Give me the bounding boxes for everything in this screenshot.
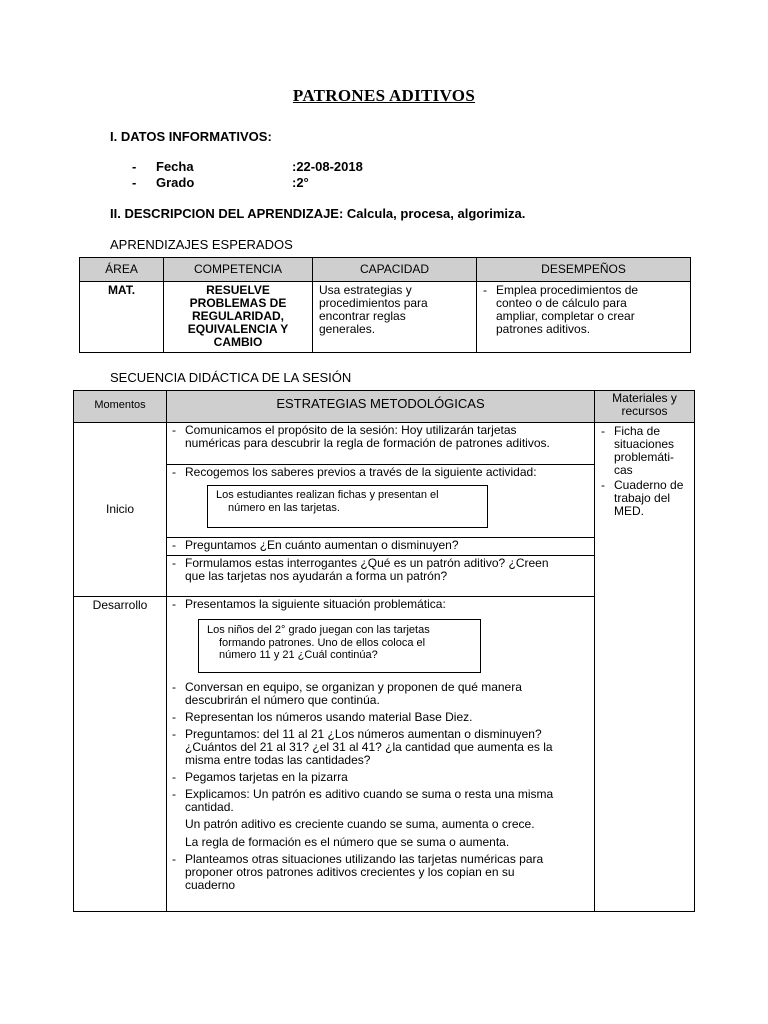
fecha-dash: - <box>132 159 137 174</box>
header-estrategias: ESTRATEGIAS METODOLÓGICAS <box>167 391 595 423</box>
header-capacidad: CAPACIDAD <box>313 258 477 282</box>
list-item: - Preguntamos: del 11 al 21 ¿Los números aumentan o disminuyen? ¿Cuántos del 21 al 31? ¿el 31 al 41? ¿la cantidad que aumenta es la misma entre todas las cantidades? <box>172 727 553 767</box>
materiales-cell <box>595 423 695 912</box>
momento-desarrollo: Desarrollo <box>74 597 167 912</box>
section-descripcion-heading: II. DESCRIPCION DEL APRENDIZAJE: Calcula, procesa, algorimiza. <box>110 206 526 221</box>
list-item: - Ficha de situaciones problemáti- cas <box>601 424 675 477</box>
list-item: - Cuaderno de trabajo del MED. <box>601 478 684 518</box>
list-item: - Planteamos otras situaciones utilizando las tarjetas numéricas para proponer otros patrones aditivos crecientes y los copian en su cuaderno <box>172 852 544 892</box>
inicio-estrategias <box>167 423 595 597</box>
section-datos-heading: I. DATOS INFORMATIVOS: <box>110 129 272 144</box>
grado-value: :2° <box>292 175 309 190</box>
list-item: - Conversan en equipo, se organizan y proponen de qué manera descubrirán el número que continúa. <box>172 680 522 707</box>
desarrollo-estrategias <box>167 597 595 912</box>
list-item: - Preguntamos ¿En cuánto aumentan o disminuyen? <box>172 538 459 552</box>
document-title: PATRONES ADITIVOS <box>292 86 476 105</box>
secuencia-subheading: SECUENCIA DIDÁCTICA DE LA SESIÓN <box>110 370 352 385</box>
header-area: ÁREA <box>80 258 164 282</box>
list-item: - Pegamos tarjetas en la pizarra <box>172 770 348 784</box>
header-desempenos: DESEMPEÑOS <box>477 258 691 282</box>
list-item: - Formulamos estas interrogantes ¿Qué es un patrón aditivo? ¿Creen que las tarjetas nos ayudarán a forma un patrón? <box>172 556 549 583</box>
list-item: - Recogemos los saberes previos a través de la siguiente actividad: <box>172 465 537 479</box>
cell-area: MAT. <box>80 282 164 353</box>
list-item: - Representan los números usando material Base Diez. <box>172 710 473 724</box>
list-item: - Comunicamos el propósito de la sesión: Hoy utilizarán tarjetas numéricas para descubrir la regla de formación de patrones aditivos. <box>172 423 550 450</box>
cell-competencia: RESUELVE PROBLEMAS DE REGULARIDAD, EQUIVALENCIA Y CAMBIO <box>164 282 313 353</box>
cell-desempenos: - Emplea procedimientos de conteo o de cálculo para ampliar, completar o crear patrones aditivos. <box>477 282 691 353</box>
fecha-label: Fecha <box>156 159 194 174</box>
header-competencia: COMPETENCIA <box>164 258 313 282</box>
grado-dash: - <box>132 175 137 190</box>
cell-capacidad: Usa estrategias y procedimientos para encontrar reglas generales. <box>313 282 477 353</box>
secuencia-table <box>73 390 695 912</box>
header-momentos: Momentos <box>74 391 167 423</box>
list-item: - Presentamos la siguiente situación problemática: <box>172 597 446 611</box>
list-item: - Explicamos: Un patrón es aditivo cuando se suma o resta una misma cantidad. <box>172 787 554 814</box>
momento-inicio: Inicio <box>74 423 167 597</box>
aprendizajes-subheading: APRENDIZAJES ESPERADOS <box>110 237 293 252</box>
header-materiales: Materiales y recursos <box>595 391 695 423</box>
grado-label: Grado <box>156 175 195 190</box>
note-text: La regla de formación es el número que se suma o aumenta. <box>185 835 510 849</box>
desarrollo-problem-box: Los niños del 2° grado juegan con las tarjetas formando patrones. Uno de ellos coloca el número 11 y 21 ¿Cuál continúa? <box>198 619 481 673</box>
inicio-activity-box: Los estudiantes realizan fichas y presentan el número en las tarjetas. <box>207 485 488 528</box>
fecha-value: :22-08-2018 <box>292 159 363 174</box>
aprendizajes-table <box>79 257 691 353</box>
note-text: Un patrón aditivo es creciente cuando se suma, aumenta o crece. <box>185 817 535 831</box>
